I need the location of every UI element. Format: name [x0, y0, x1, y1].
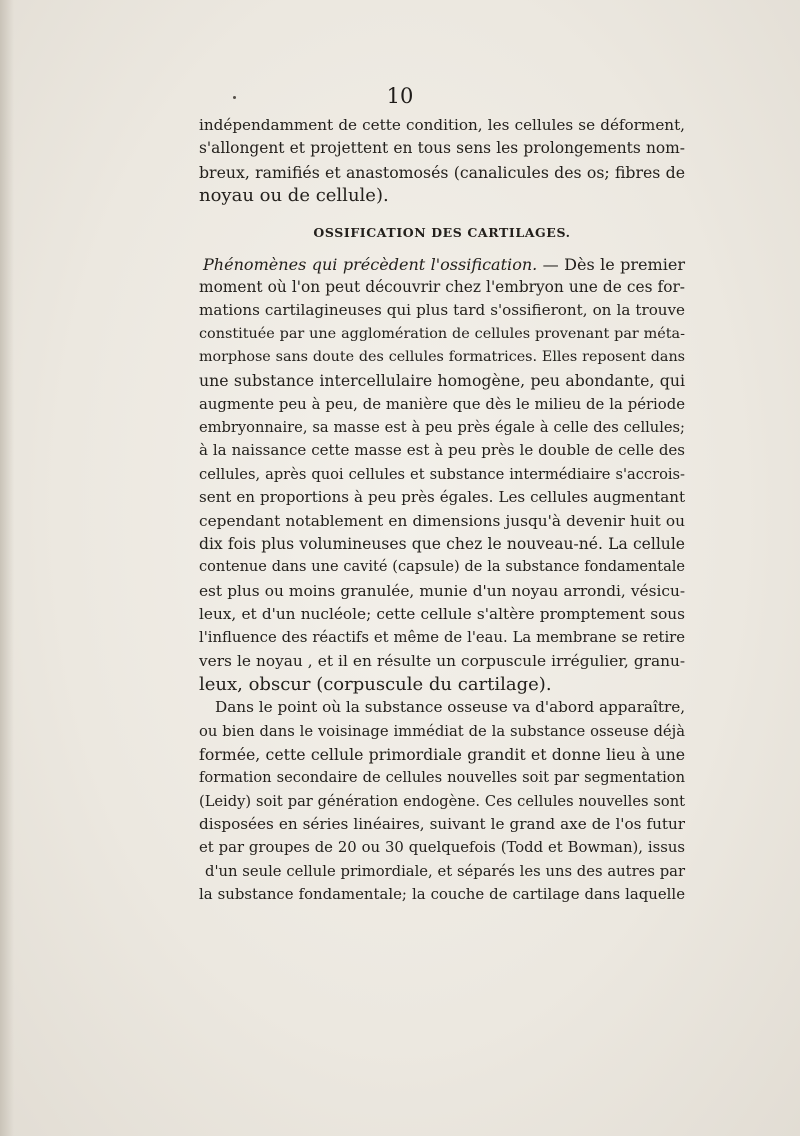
text-line: s'allongent et projettent en tous sens les prolongements nom- [199, 139, 685, 158]
paragraph-continuation [199, 114, 685, 207]
paragraph-ossification-phenomena [199, 253, 685, 697]
text-line: formation secondaire de cellules nouvelles soit par segmentation [199, 769, 685, 787]
section-heading: OSSIFICATION DES CARTILAGES. [313, 225, 571, 241]
page-gutter-shadow [0, 0, 14, 1136]
text-line: l'influence des réactifs et même de l'eau. La membrane se retire [199, 629, 685, 647]
text-line: augmente peu à peu, de manière que dès le milieu de la période [199, 395, 685, 413]
text-line: et par groupes de 20 ou 30 quelquefois (Todd et Bowman), issus [199, 839, 685, 857]
text-line: moment où l'on peut découvrir chez l'embryon une de ces for- [199, 278, 685, 297]
text-line: leux, et d'un nucléole; cette cellule s'altère promptement sous [199, 604, 685, 623]
text-line: indépendamment de cette condition, les cellules se déforment, [199, 116, 685, 134]
page-number: 10 [386, 84, 414, 108]
text-line: vers le noyau , et il en résulte un corpuscule irrégulier, granu- [199, 651, 685, 670]
text-line: disposées en séries linéaires, suivant le grand axe de l'os futur [199, 814, 685, 833]
text-line: leux, obscur (corpuscule du cartilage). [199, 673, 552, 695]
text-line: cependant notablement en dimensions jusqu'à devenir huit ou [199, 511, 685, 530]
text-line: mations cartilagineuses qui plus tard s'ossifieront, on la trouve [199, 301, 685, 320]
text-line-lead [199, 253, 685, 276]
text-line: à la naissance cette masse est à peu près le double de celle des [199, 441, 685, 460]
text-line: (Leidy) soit par génération endogène. Ces cellules nouvelles sont [199, 792, 685, 810]
text-line: breux, ramifiés et anastomosés (canalicules des os; fibres de [199, 162, 685, 182]
text-line: morphose sans doute des cellules formatrices. Elles reposent dans [199, 349, 685, 366]
text-line: est plus ou moins granulée, munie d'un noyau arrondi, vésicu- [199, 581, 685, 600]
text-line: dix fois plus volumineuses que chez le nouveau-né. La cellule [199, 534, 685, 553]
italic-run-in-title: Phénomènes qui précèdent l'ossification. [203, 254, 538, 274]
text-line: ou bien dans le voisinage immédiat de la substance osseuse déjà [199, 722, 685, 740]
text-line: noyau ou de cellule). [199, 185, 389, 207]
text-line: contenue dans une cavité (capsule) de la substance fondamentale [199, 559, 685, 576]
lead-line-rest: — Dès le premier [537, 254, 685, 274]
text-line: d'un seule cellule primordiale, et séparés les uns des autres par [205, 862, 685, 880]
paragraph-bone-substance [199, 696, 685, 906]
text-line: une substance intercellulaire homogène, peu abondante, qui [199, 371, 685, 391]
text-line: embryonnaire, sa masse est à peu près égale à celle des cellules; [199, 419, 685, 437]
text-line: la substance fondamentale; la couche de cartilage dans laquelle [199, 885, 685, 903]
body-text [199, 114, 685, 906]
text-line: sent en proportions à peu près égales. Les cellules augmentant [199, 488, 685, 507]
text-line: constituée par une agglomération de cellules provenant par méta- [199, 325, 685, 342]
text-line: formée, cette cellule primordiale grandit et donne lieu à une [199, 744, 685, 764]
text-line: cellules, après quoi cellules et substance intermédiaire s'accrois- [199, 465, 685, 483]
text-line: Dans le point où la substance osseuse va d'abord apparaître, [215, 698, 686, 717]
